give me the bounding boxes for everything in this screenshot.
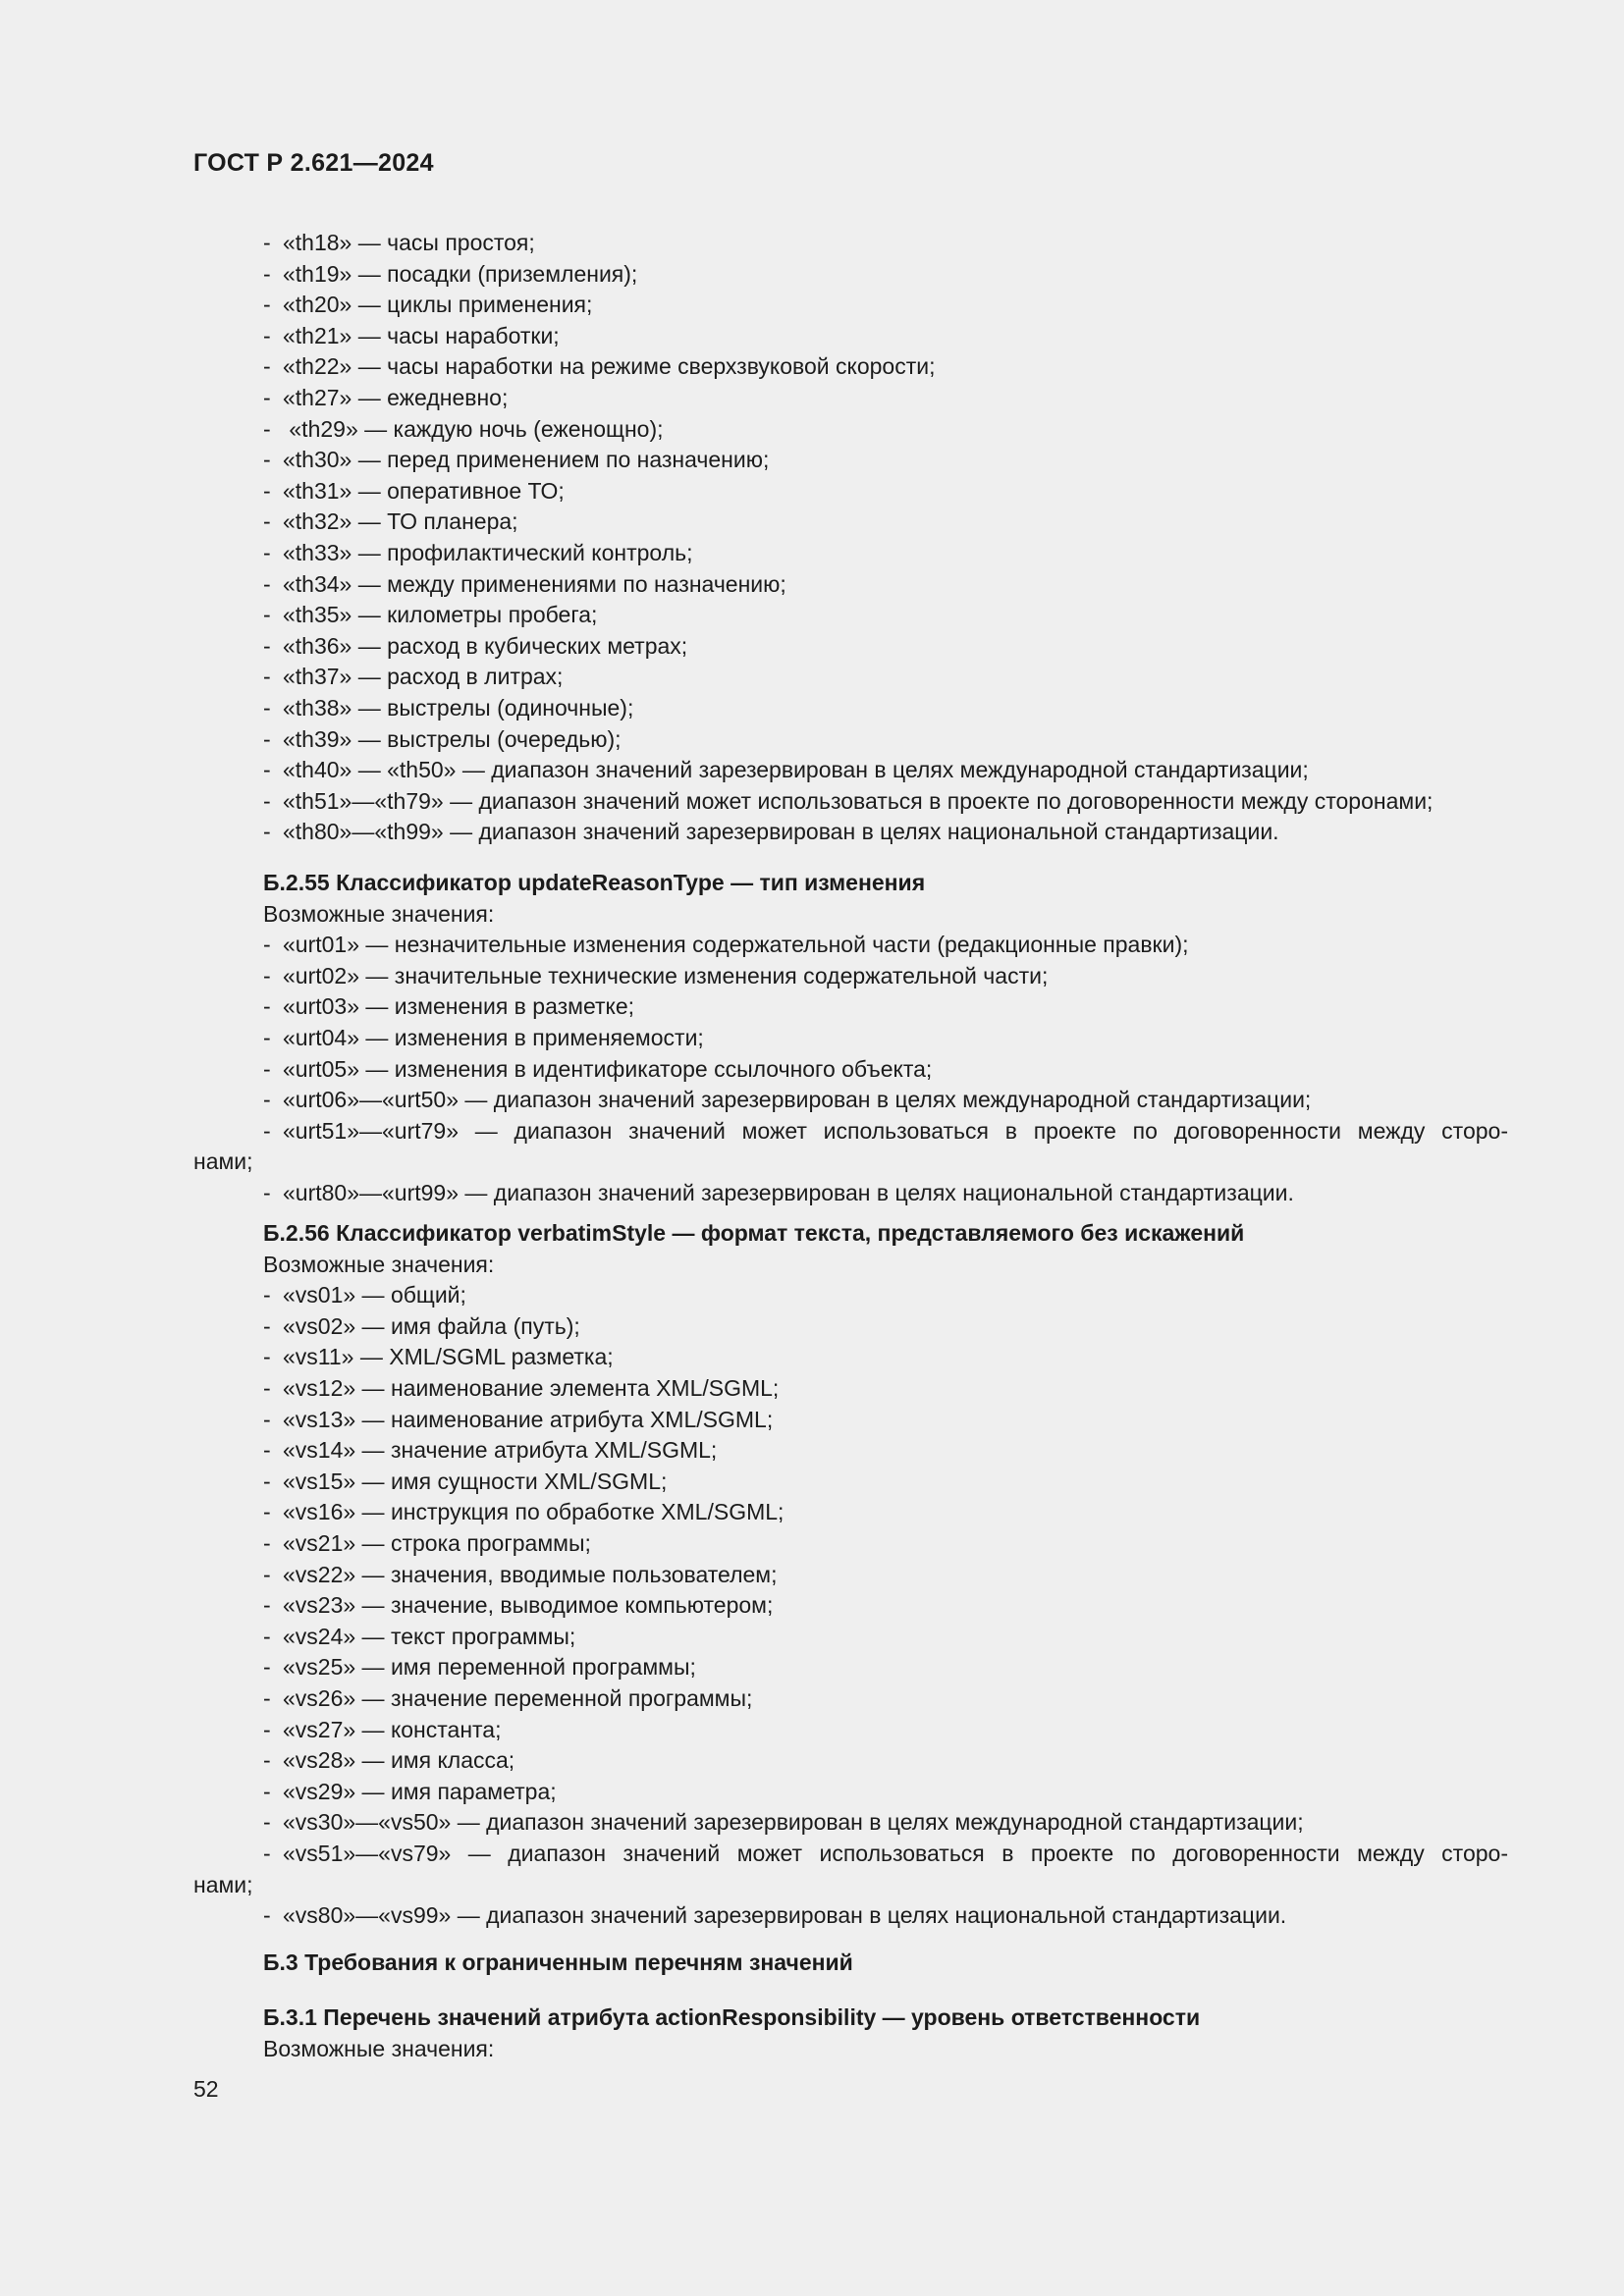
list-item-text: «th32» — ТО планера; — [283, 508, 518, 535]
list-item — [263, 1115, 1508, 1147]
list-item-continuation: нами; — [193, 1148, 253, 1175]
list-item-text: «vs51»—«vs79» — диапазон значений может использоваться в проекте по договоренности между сторо- — [283, 1841, 1508, 1866]
list-item-text: «vs80»—«vs99» — диапазон значений зарезервирован в целях национальной стандартизации. — [283, 1902, 1287, 1929]
section-heading: Б.2.56 Классификатор verbatimStyle — формат текста, представляемого без искажений — [263, 1220, 1245, 1246]
list-bullet: - — [263, 819, 271, 845]
list-item-text: «vs29» — имя параметра; — [283, 1778, 557, 1804]
list-item — [263, 692, 633, 723]
list-item-text: «vs27» — константа; — [283, 1716, 502, 1742]
list-item — [263, 1372, 779, 1404]
list-item-text: «th31» — оперативное ТО; — [283, 477, 565, 504]
list-bullet: - — [263, 1375, 271, 1401]
list-bullet: - — [263, 1468, 271, 1494]
list-item — [263, 1806, 1304, 1838]
list-item — [263, 537, 693, 568]
list-item-text: «th40» — «th50» — диапазон значений зарезервирован в целях международной стандартизации; — [283, 757, 1309, 783]
list-bullet: - — [263, 322, 271, 348]
list-item — [263, 258, 637, 290]
list-bullet: - — [263, 1344, 271, 1370]
list-bullet: - — [263, 1282, 271, 1308]
list-bullet: - — [263, 1778, 271, 1804]
list-item-text: «urt05» — изменения в идентификаторе ссылочного объекта; — [283, 1055, 933, 1082]
list-item — [263, 1559, 777, 1590]
list-item — [263, 754, 1309, 785]
list-item — [263, 1527, 591, 1559]
list-item-text: «urt80»—«urt99» — диапазон значений зарезервирован в целях национальной стандартизации. — [283, 1180, 1294, 1205]
list-item — [263, 227, 535, 258]
list-item-text: «urt01» — незначительные изменения содержательной части (редакционные правки); — [283, 932, 1189, 958]
section-intro: Возможные значения: — [263, 900, 495, 927]
list-item — [263, 1621, 575, 1652]
page-number: 52 — [193, 2076, 219, 2102]
list-bullet: - — [263, 1055, 271, 1082]
list-item-text: «th27» — ежедневно; — [283, 385, 509, 410]
list-item — [263, 1496, 784, 1527]
list-item — [263, 1682, 752, 1714]
list-bullet: - — [263, 757, 271, 783]
list-bullet: - — [263, 1437, 271, 1464]
list-bullet: - — [263, 415, 271, 442]
list-bullet: - — [263, 1561, 271, 1587]
list-item — [263, 1279, 466, 1310]
list-item — [263, 475, 565, 507]
list-item-text: «th51»—«th79» — диапазон значений может использоваться в проекте по договоренности между сторонами; — [283, 787, 1434, 814]
list-item-text: «urt04» — изменения в применяемости; — [283, 1025, 704, 1050]
list-bullet: - — [263, 1406, 271, 1432]
list-bullet: - — [263, 230, 271, 255]
list-bullet: - — [263, 787, 271, 814]
list-item — [263, 1310, 580, 1342]
list-bullet: - — [263, 632, 271, 659]
list-item — [263, 413, 664, 445]
list-bullet: - — [263, 260, 271, 287]
list-bullet: - — [263, 1180, 271, 1205]
list-item — [263, 1341, 614, 1372]
list-item — [263, 506, 518, 537]
list-item — [263, 444, 769, 475]
list-item-text: «vs16» — инструкция по обработке XML/SGML; — [283, 1499, 785, 1525]
list-bullet: - — [263, 570, 271, 597]
list-bullet: - — [263, 385, 271, 410]
list-item-text: «vs21» — строка программы; — [283, 1530, 591, 1556]
list-item-text: «th36» — расход в кубических метрах; — [283, 632, 688, 659]
list-item — [263, 599, 597, 630]
list-item-text: «th37» — расход в литрах; — [283, 664, 564, 690]
list-item — [263, 1838, 1508, 1869]
list-item-text: «urt06»—«urt50» — диапазон значений зарезервирован в целях международной стандартизации; — [283, 1087, 1312, 1113]
list-bullet: - — [263, 993, 271, 1020]
list-item-text: «th21» — часы наработки; — [283, 322, 560, 348]
list-item — [263, 723, 622, 755]
list-item — [263, 382, 508, 413]
list-item-text: «vs25» — имя переменной программы; — [283, 1654, 696, 1681]
list-item — [263, 320, 560, 351]
list-item — [263, 785, 1433, 817]
list-item — [263, 1084, 1311, 1115]
list-item — [263, 1434, 717, 1466]
list-item — [263, 289, 592, 320]
section-intro: Возможные значения: — [263, 2036, 495, 2061]
list-bullet: - — [263, 725, 271, 752]
list-item — [263, 1899, 1286, 1931]
list-item — [263, 1651, 696, 1682]
list-bullet: - — [263, 1312, 271, 1339]
list-bullet: - — [263, 962, 271, 988]
list-bullet: - — [263, 508, 271, 535]
list-item-text: «vs01» — общий; — [283, 1282, 466, 1308]
list-item-text: «vs14» — значение атрибута XML/SGML; — [283, 1437, 718, 1464]
list-bullet: - — [263, 1623, 271, 1649]
list-item — [263, 1466, 667, 1497]
list-item-text: «th29» — каждую ночь (еженощно); — [283, 415, 664, 442]
list-item-text: «urt02» — значительные технические изменения содержательной части; — [283, 962, 1049, 988]
list-bullet: - — [263, 1841, 271, 1866]
list-item-text: «vs13» — наименование атрибута XML/SGML; — [283, 1406, 774, 1432]
list-item — [263, 1404, 773, 1435]
list-item-text: «vs12» — наименование элемента XML/SGML; — [283, 1375, 780, 1401]
list-item-text: «vs15» — имя сущности XML/SGML; — [283, 1468, 668, 1494]
list-item — [263, 990, 634, 1022]
list-item-text: «th80»—«th99» — диапазон значений зарезервирован в целях национальной стандартизации. — [283, 819, 1279, 845]
list-item-text: «th38» — выстрелы (одиночные); — [283, 695, 634, 721]
section-heading: Б.3.1 Перечень значений атрибута actionResponsibility — уровень ответственности — [263, 2004, 1201, 2030]
list-item — [263, 960, 1048, 991]
list-item-text: «th35» — километры пробега; — [283, 602, 598, 628]
list-item-text: «urt03» — изменения в разметке; — [283, 993, 635, 1020]
list-bullet: - — [263, 447, 271, 473]
list-item — [263, 816, 1279, 847]
list-item — [263, 929, 1189, 960]
list-item-text: «th39» — выстрелы (очередью); — [283, 725, 622, 752]
list-item — [263, 1177, 1294, 1208]
list-bullet: - — [263, 477, 271, 504]
section-heading: Б.3 Требования к ограниченным перечням значений — [263, 1949, 853, 1975]
list-item-text: «th34» — между применениями по назначению; — [283, 570, 786, 597]
list-item — [263, 350, 935, 382]
list-item — [263, 1744, 514, 1776]
list-bullet: - — [263, 1747, 271, 1774]
list-item — [263, 568, 786, 600]
list-item — [263, 630, 687, 662]
list-item — [263, 1776, 557, 1807]
list-bullet: - — [263, 1902, 271, 1929]
list-bullet: - — [263, 1117, 271, 1144]
list-item-text: «th19» — посадки (приземления); — [283, 260, 638, 287]
list-bullet: - — [263, 1809, 271, 1836]
document-header: ГОСТ Р 2.621—2024 — [193, 149, 434, 177]
list-bullet: - — [263, 664, 271, 690]
list-item — [263, 661, 563, 692]
list-item-text: «vs24» — текст программы; — [283, 1623, 576, 1649]
list-bullet: - — [263, 540, 271, 565]
list-item-text: «vs02» — имя файла (путь); — [283, 1312, 580, 1339]
list-item-text: «th20» — циклы применения; — [283, 292, 593, 318]
list-item — [263, 1714, 502, 1745]
list-item-text: «vs28» — имя класса; — [283, 1747, 515, 1774]
list-bullet: - — [263, 1592, 271, 1619]
list-bullet: - — [263, 1499, 271, 1525]
list-bullet: - — [263, 602, 271, 628]
list-item-text: «vs30»—«vs50» — диапазон значений зарезервирован в целях международной стандартизации; — [283, 1809, 1304, 1836]
list-item-text: «th33» — профилактический контроль; — [283, 540, 693, 565]
list-bullet: - — [263, 1716, 271, 1742]
list-bullet: - — [263, 1530, 271, 1556]
list-item-text: «vs23» — значение, выводимое компьютером; — [283, 1592, 774, 1619]
list-item — [263, 1022, 704, 1053]
section-heading: Б.2.55 Классификатор updateReasonType — тип изменения — [263, 870, 926, 895]
list-bullet: - — [263, 292, 271, 318]
list-item-text: «th18» — часы простоя; — [283, 230, 535, 255]
list-bullet: - — [263, 1685, 271, 1711]
list-item-text: «urt51»—«urt79» — диапазон значений может использоваться в проекте по договоренности между сторо- — [283, 1117, 1508, 1144]
list-bullet: - — [263, 1087, 271, 1113]
list-item-text: «vs26» — значение переменной программы; — [283, 1685, 753, 1711]
list-item-continuation: нами; — [193, 1871, 253, 1897]
list-item — [263, 1589, 773, 1621]
list-bullet: - — [263, 353, 271, 380]
list-item — [263, 1053, 932, 1085]
list-bullet: - — [263, 695, 271, 721]
list-item-text: «vs22» — значения, вводимые пользователем; — [283, 1561, 778, 1587]
list-bullet: - — [263, 932, 271, 958]
list-item-text: «th22» — часы наработки на режиме сверхзвуковой скорости; — [283, 353, 936, 380]
section-intro: Возможные значения: — [263, 1251, 495, 1277]
list-item-text: «vs11» — XML/SGML разметка; — [283, 1344, 614, 1370]
list-bullet: - — [263, 1654, 271, 1681]
list-item-text: «th30» — перед применением по назначению; — [283, 447, 770, 473]
list-bullet: - — [263, 1025, 271, 1050]
